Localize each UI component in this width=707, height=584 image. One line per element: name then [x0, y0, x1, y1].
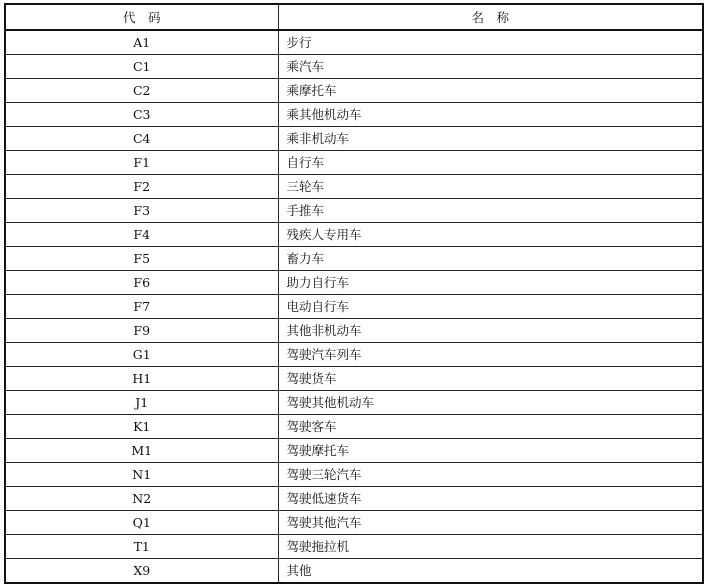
name-cell: 驾驶摩托车	[278, 439, 703, 463]
code-cell: C2	[5, 79, 278, 103]
name-cell: 驾驶拖拉机	[278, 535, 703, 559]
code-cell: C1	[5, 55, 278, 79]
table-row	[5, 223, 703, 247]
code-cell: A1	[5, 30, 278, 55]
code-cell: M1	[5, 439, 278, 463]
code-column-header: 代 码	[5, 4, 278, 30]
name-column-header: 名 称	[278, 4, 703, 30]
table-row	[5, 271, 703, 295]
name-cell: 乘非机动车	[278, 127, 703, 151]
name-cell: 乘其他机动车	[278, 103, 703, 127]
code-cell: F5	[5, 247, 278, 271]
code-cell: F4	[5, 223, 278, 247]
name-cell: 畜力车	[278, 247, 703, 271]
code-table-container	[4, 3, 702, 584]
name-cell: 驾驶其他机动车	[278, 391, 703, 415]
table-row	[5, 30, 703, 55]
name-cell: 驾驶其他汽车	[278, 511, 703, 535]
name-cell: 残疾人专用车	[278, 223, 703, 247]
table-row	[5, 79, 703, 103]
code-cell: F1	[5, 151, 278, 175]
table-row	[5, 151, 703, 175]
code-cell: T1	[5, 535, 278, 559]
name-cell: 驾驶低速货车	[278, 487, 703, 511]
code-cell: F2	[5, 175, 278, 199]
code-cell: X9	[5, 559, 278, 584]
table-body	[5, 30, 703, 583]
table-row	[5, 247, 703, 271]
name-cell: 自行车	[278, 151, 703, 175]
table-row	[5, 415, 703, 439]
table-row	[5, 295, 703, 319]
name-cell: 手推车	[278, 199, 703, 223]
table-row	[5, 175, 703, 199]
table-row	[5, 103, 703, 127]
table-row	[5, 463, 703, 487]
table-row	[5, 391, 703, 415]
code-cell: K1	[5, 415, 278, 439]
table-row	[5, 343, 703, 367]
table-row	[5, 319, 703, 343]
table-header	[5, 4, 703, 30]
name-cell: 电动自行车	[278, 295, 703, 319]
name-cell: 乘汽车	[278, 55, 703, 79]
name-cell: 其他非机动车	[278, 319, 703, 343]
name-cell: 驾驶客车	[278, 415, 703, 439]
table-row	[5, 535, 703, 559]
table-row	[5, 511, 703, 535]
table-row	[5, 487, 703, 511]
code-cell: F3	[5, 199, 278, 223]
code-cell: F6	[5, 271, 278, 295]
header-row	[5, 4, 703, 30]
name-cell: 驾驶货车	[278, 367, 703, 391]
table-row	[5, 199, 703, 223]
name-cell: 其他	[278, 559, 703, 584]
table-row	[5, 367, 703, 391]
name-cell: 步行	[278, 30, 703, 55]
code-cell: G1	[5, 343, 278, 367]
traffic-mode-code-table	[4, 3, 704, 584]
name-cell: 驾驶汽车列车	[278, 343, 703, 367]
code-cell: C4	[5, 127, 278, 151]
code-cell: C3	[5, 103, 278, 127]
code-cell: N1	[5, 463, 278, 487]
table-row	[5, 55, 703, 79]
code-cell: H1	[5, 367, 278, 391]
code-cell: F9	[5, 319, 278, 343]
name-cell: 助力自行车	[278, 271, 703, 295]
code-cell: F7	[5, 295, 278, 319]
code-cell: N2	[5, 487, 278, 511]
name-cell: 乘摩托车	[278, 79, 703, 103]
table-row	[5, 127, 703, 151]
code-cell: J1	[5, 391, 278, 415]
table-row	[5, 559, 703, 584]
code-cell: Q1	[5, 511, 278, 535]
name-cell: 三轮车	[278, 175, 703, 199]
table-row	[5, 439, 703, 463]
name-cell: 驾驶三轮汽车	[278, 463, 703, 487]
